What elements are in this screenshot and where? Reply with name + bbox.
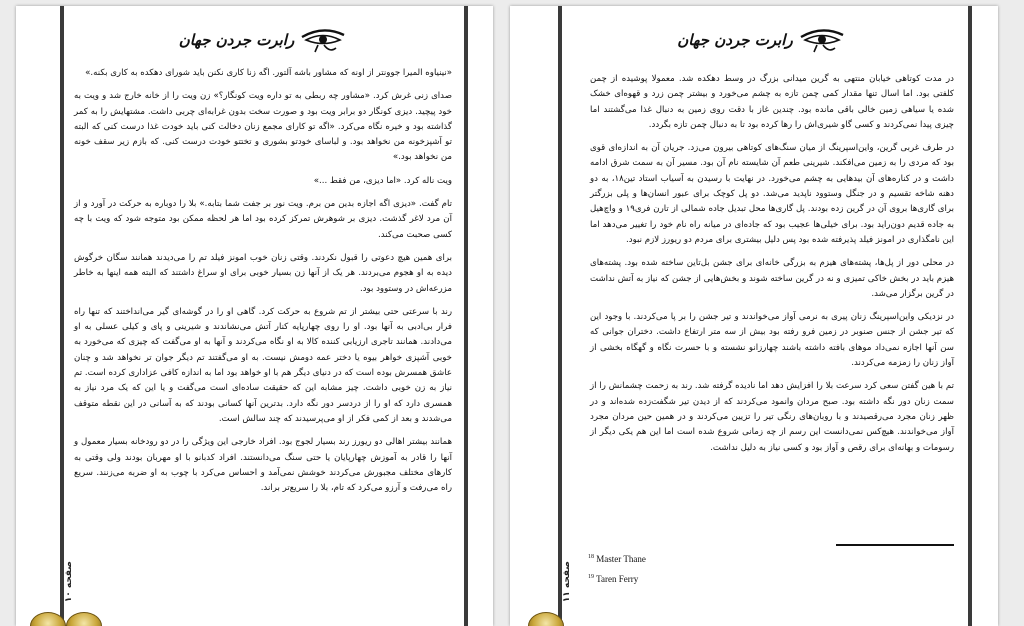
paragraph: تم با هین گفتن سعی کرد سرعت بلا را افزایش دهد اما نادیده گرفته شد. رند به زحمت چشمانش را از سمت زنان دور نگه داشته بود. صبح مردان وانمود می‌کردند که از دیدن تیر شگفت‌زده شده‌اند و در ظهر زنان مجرد می‌رقصیدند و با روبان‌های رنگی تیر را تزیین می‌کردند و در همین حین مردان مجرد آواز می‌خواندند. هیچ‌کس نمی‌دانست این رسم از چه زمانی شروع شده است اما این هم یکی دیگر از رسومات و بهانه‌ای برای رقص و آواز بود و کسی نیاز به دلیل نداشت. xyxy=(590,381,954,453)
paragraph: در نزدیکی واین‌اسپرینگ زنان پیری به نرمی آواز می‌خواندند و تیر جشن را بر پا می‌کردند. با وجود این که تیر جشن از جنس صنوبر در زمین فرو رفته بود بیش از سه متر ارتفاع داشت. دختران جوانی که سن آنها اجازه نمی‌داد موهای بافته داشته باشند چهارزانو نشسته و با حسرت نگاه و گهگاه بخشی از آواز زنان را زمزمه می‌کردند. xyxy=(590,312,954,369)
page-number-label: صفحه ۱۱ xyxy=(562,561,572,603)
paragraph: تام گفت. «دیزی اگه اجازه بدین من برم. ویت نور بر جفت شما بتابه.» بلا را دوباره به حرکت در آورد و از آن مرد لاغر گذشت. دیزی بر شوهرش تمرکز کرده بود اما هر لحظه ممکن بود متوجه شود که ویت با چه کسی صحبت می‌کند. xyxy=(74,199,452,240)
left-body-text xyxy=(74,66,452,504)
paragraph: در مدت کوتاهی خیابان منتهی به گرین میدانی بزرگ در وسط دهکده شد. معمولا پوشیده از چمن کلفتی بود. اما اسال تنها مقدار کمی چمن تازه به چشم می‌خورد و بیشتر چمن زرد و قهوه‌ای خشک شده یا سیاهی زمین خالی باقی مانده بود. چندین غاز با دقت روی زمین به دنبال غذا می‌گشتند اما چیزی پیدا نمی‌کردند و کسی گاو شیری‌اش را رها کرده بود تا به دنبال چمن تازه بگردد. xyxy=(590,74,954,130)
paragraph: رند با سرعتی حتی بیشتر از تم شروع به حرکت کرد. گاهی او را در گوشه‌ای گیر می‌انداختند که تنها راه فرار بی‌ادبی به آنها بود. او را روی چهارپایه کنار آتش می‌نشاندند و شیرینی و پای و کیلی عسلی به او می‌دادند. همانند تاجری ارزیابی کننده کالا به او نگاه می‌کردند و آنها به او می‌گفت که چیزی که می‌خورد به خوبی آشپزی خواهر بیوه یا دختر عمه دومش نیست. به او می‌گفتند تم دیگر جوان تر نخواهد شد و چنان عاشق همسرش بوده است که در دنیای دیگر هم با او خواهد بود اما به اندازه کافی عزاداری کرده است. تم نیاز به زن خوبی داشت. چیز مشابه این که حقیقت ساده‌ای است می‌گفت و یا این که یک مرد نیاز به همسری دارد که او را از دردسر دور نگه دارد. بدترین آنها کسانی بودند که به آسانی در این نقطه متوقف می‌شدند و بعد از کمی فکر از او می‌پرسیدند که چند سالش است. xyxy=(74,306,452,424)
page-header xyxy=(56,20,469,60)
page-border-right xyxy=(968,6,972,626)
header-title: رابرت جردن جهان xyxy=(178,31,295,49)
right-body-text xyxy=(590,72,954,464)
page-border-right xyxy=(464,6,468,626)
page-border-left xyxy=(558,6,562,626)
page-border-left xyxy=(60,6,64,626)
gold-coin-ornament-icon xyxy=(66,612,102,626)
eye-of-horus-icon xyxy=(799,27,845,53)
eye-of-horus-icon xyxy=(300,27,346,53)
paragraph: در طرف غربی گرین، واین‌اسپرینگ از میان سنگ‌های کوتاهی بیرون می‌زد. جریان آن به اندازه‌ای قوی بود که مردی را به زمین می‌افکند. شیرینی طعم آن شایسته نام آن بود. مسیر آن به سمت شرق ادامه داشت و در کناره‌های آن بیدهایی به چشم می‌خورد. در نهایت با رسیدن به آسیاب استاد تین۱۸، به دو دهنه شاخه تقسیم و در جنگل وستوود ناپدید می‌شد. دو پل کوچک برای عبور انسان‌ها و پلی بزرگتر برای گاری‌ها بروی آن در گرین زده بودند. پل گاری‌ها محل تبدیل جاده شمالی از تارن فری۱۹ و واچ‌هیل به جاده قدیم دون‌راید بود. برای خیلی‌ها عجیب بود که جاده‌ای در میانه راه نام خود را تغییر می‌دهد اما این نامگذاری در امونز فیلد پذیرفته شده بود پس دلیل بیشتری برای مردم دو ریورز لازم نبود. xyxy=(590,143,954,245)
footnotes xyxy=(588,548,646,588)
paragraph: برای همین هیچ دعوتی را قبول نکردند. وقتی زنان خوب امونز فیلد تم را می‌دیدند همانند سگان خرگوش دیده به او هجوم می‌بردند. هر یک از آنها زن بسیار خوبی برای او سراغ داشتند که البته همه اینها به خاطر مزرعه‌اش در وستوود بود. xyxy=(74,252,452,294)
page-number-label: صفحه ۱۰ xyxy=(64,561,74,603)
footnote-item: $^{18}$ Master Thane xyxy=(588,554,646,564)
paragraph: در محلی دور از پل‌ها، پشته‌های هیزم به بزرگی خانه‌ای برای جشن بل‌تاین ساخته شده بود. پشته‌های هیزم باید در بخش خاکی تمیزی و نه در گرین ساخته شوند و بخش‌هایی از جشن که نیاز به آتش نداشت در گرین برگزار می‌شد. xyxy=(590,258,954,299)
paragraph: «نینیاوه المیرا جوونتر از اونه که مشاور باشه آلتور. اگه زنا کاری نکنن باید شورای دهکده به کاری بکنه.» xyxy=(85,68,452,78)
footnote-item: $^{19}$ Taren Ferry xyxy=(588,574,639,584)
paragraph: ویت ناله کرد. «اما دیزی، من فقط ...» xyxy=(313,175,452,186)
footnote-separator xyxy=(836,544,954,546)
header-title: رابرت جردن جهان xyxy=(677,31,793,49)
paragraph: همانند بیشتر اهالی دو ریورز رند بسیار لجوج بود. افراد خارجی این ویژگی را در دو رودخانه بسیار معمول و آنها را قادر به آموزش چهارپایان یا حتی سنگ می‌دانستند. افراد کدبانو با او مهربان بودند ولی وقتی به کارهای مختلف مجبورش می‌کردند خوشش نمی‌آمد و احساس می‌کرد با چوب به او ضربه می‌زنند. سریع راه می‌رفت و آرزو می‌کرد که تام، بلا را سریع‌تر براند. xyxy=(74,437,452,494)
document-page-right xyxy=(510,6,998,626)
page-header xyxy=(554,20,968,60)
document-page-left xyxy=(16,6,493,626)
paragraph: صدای زنی غرش کرد. «مشاور چه ربطی به تو داره ویت کونگار؟» زن ویت را از خانه خارج شد و ویت به خود پیچید. دیزی کونگار دو برابر ویت بود و صورت سخت بدون غرابه‌ای چربی داشت. مشتهایش را به کمر گذاشته بود و خیره نگاه می‌کرد. «اگه تو کارای مجمع زنان دخالت کنی باید خودت غذا درست کنی که البته تو آشپزخونه من نخواهد بود. و لباسای خودتو بشوری و تختتو خودت درست کنی. که بازم زیر سقف خونه من نخواهد بود.» xyxy=(74,91,452,163)
